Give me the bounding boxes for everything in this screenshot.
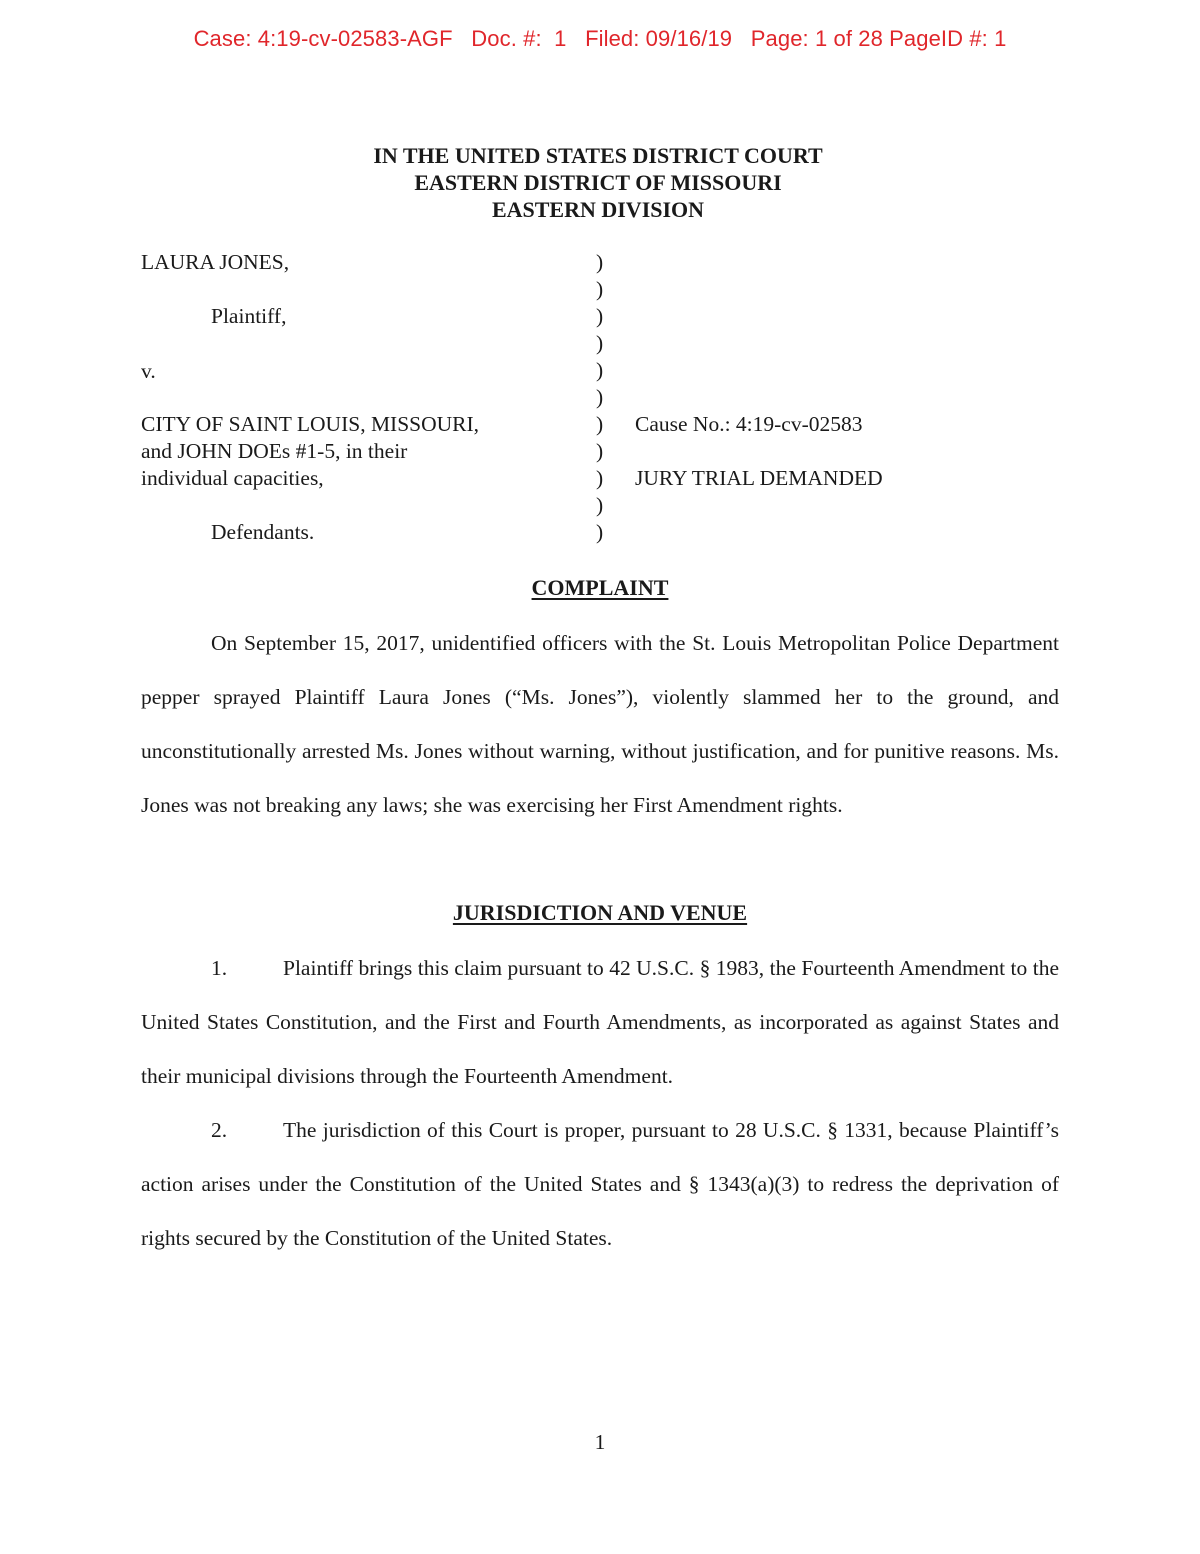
defendant-role: Defendants. [211,520,315,544]
complaint-heading: COMPLAINT [531,575,669,600]
caption-paren: ) [596,466,604,490]
defendant-line-3: individual capacities, [141,466,324,490]
page-number: 1 [594,1430,606,1454]
paragraph-number: 2. [211,1118,228,1142]
jury-demand: JURY TRIAL DEMANDED [635,466,883,490]
numbered-paragraph [141,1103,1059,1265]
caption-paren: ) [596,493,604,517]
court-division: EASTERN DIVISION [491,197,705,222]
case-filing-stamp: Case: 4:19-cv-02583-AGF Doc. #: 1 Filed: 09/16/19 Page: 1 of 28 PageID #: 1 [193,26,1007,51]
caption-paren: ) [596,520,604,544]
caption-paren: ) [596,358,604,382]
jurisdiction-heading: JURISDICTION AND VENUE [452,900,748,925]
complaint-intro-paragraph: On September 15, 2017, unidentified officers with the St. Louis Metropolitan Police Department pepper sprayed Plaintiff Laura Jones (“Ms. Jones”), violently slammed her to the ground, and unconstitutionally arrested Ms. Jones without warning, without justification, and for punitive reasons. Ms. Jones was not breaking any laws; she was exercising her First Amendment rights. [141,631,1059,817]
court-name: IN THE UNITED STATES DISTRICT COURT [373,143,823,168]
caption-paren: ) [596,385,604,409]
paragraph-text: Plaintiff brings this claim pursuant to 42 U.S.C. § 1983, the Fourteenth Amendment to the United States Constitution, and the First and Fourth Amendments, as incorporated as against States and their municipal divisions through the Fourteenth Amendment. [141,956,1059,1088]
defendant-line-1: CITY OF SAINT LOUIS, MISSOURI, [141,412,480,436]
caption-paren: ) [596,439,604,463]
cause-number: Cause No.: 4:19-cv-02583 [635,412,863,436]
court-header [0,142,1196,223]
caption-paren: ) [596,331,604,355]
defendant-line-2: and JOHN DOEs #1-5, in their [141,439,408,463]
paragraph-number: 1. [211,956,228,980]
plaintiff-name: LAURA JONES, [141,250,290,274]
numbered-paragraph [141,941,1059,1103]
court-district: EASTERN DISTRICT OF MISSOURI [414,170,782,195]
caption-paren: ) [596,304,604,328]
caption-paren: ) [596,412,604,436]
caption-paren: ) [596,250,604,274]
caption-paren: ) [596,277,604,301]
paragraph-text: The jurisdiction of this Court is proper, pursuant to 28 U.S.C. § 1331, because Plaintiff’s action arises under the Constitution of the United States and § 1343(a)(3) to redress the deprivation of rights secured by the Constitution of the United States. [141,1118,1059,1250]
versus-label: v. [141,359,156,383]
plaintiff-role: Plaintiff, [211,304,287,328]
